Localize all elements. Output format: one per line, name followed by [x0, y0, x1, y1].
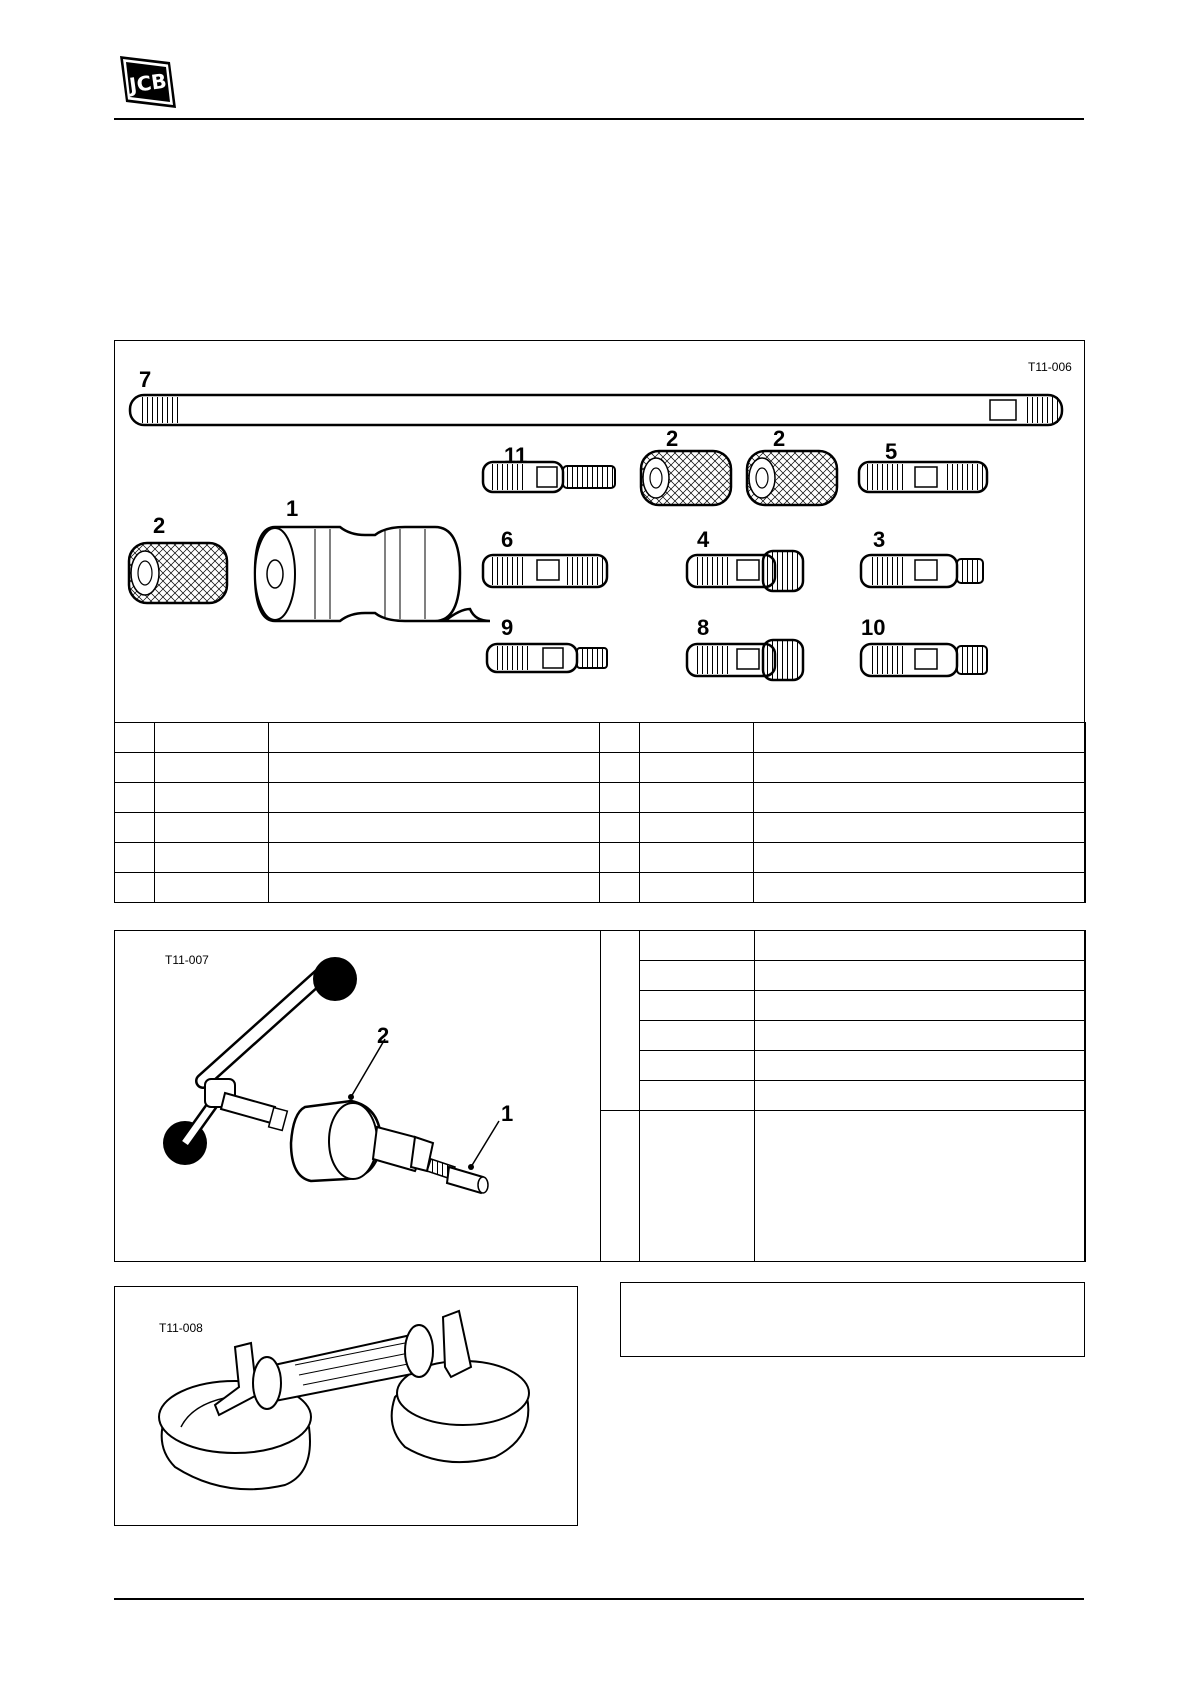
callout-5: 5 — [885, 439, 898, 464]
table-cell — [640, 1021, 755, 1051]
adapter-10 — [861, 644, 987, 676]
long-rod-7 — [130, 395, 1062, 425]
table-cell — [269, 813, 600, 843]
adapter-6 — [483, 555, 607, 587]
table-cell — [269, 843, 600, 873]
adapter-8 — [687, 640, 803, 680]
callout-2b: 2 — [773, 426, 786, 451]
jcb-logo — [114, 52, 180, 114]
table-cell — [155, 873, 269, 903]
table-row — [115, 813, 1086, 843]
table-cell — [269, 723, 600, 753]
table-cell — [115, 753, 155, 783]
adapter-5 — [859, 462, 987, 492]
table-row — [115, 753, 1086, 783]
table-row — [115, 873, 1086, 903]
table-cell — [640, 753, 754, 783]
table-cell — [754, 783, 1086, 813]
table-cell — [155, 753, 269, 783]
knurled-nut-2b — [641, 451, 731, 505]
adapter-3 — [861, 555, 983, 587]
callout-4: 4 — [697, 527, 710, 552]
table-cell — [754, 723, 1086, 753]
footer-rule — [114, 1598, 1084, 1600]
table-cell — [115, 783, 155, 813]
table-cell — [640, 873, 754, 903]
table-cell — [115, 843, 155, 873]
figure-code: T11-008 — [159, 1321, 203, 1335]
callout-6: 6 — [501, 527, 514, 552]
table-cell — [755, 1021, 1086, 1051]
adapter-4 — [687, 551, 803, 591]
table-cell — [155, 783, 269, 813]
note-box — [620, 1282, 1085, 1357]
table-cell — [755, 1051, 1086, 1081]
table-cell — [115, 723, 155, 753]
table-cell — [600, 813, 640, 843]
callout-10: 10 — [861, 615, 886, 640]
callout-1: 1 — [501, 1101, 514, 1126]
table-cell — [640, 961, 755, 991]
table-cell — [115, 813, 155, 843]
table-cell — [640, 991, 755, 1021]
table-cell — [600, 723, 640, 753]
table-cell — [640, 931, 755, 961]
table-cell — [755, 1111, 1086, 1262]
figure-code: T11-006 — [1028, 360, 1072, 374]
svg-text:JCB: JCB — [127, 68, 169, 98]
table-cell — [269, 753, 600, 783]
table-cell — [755, 1081, 1086, 1111]
table-cell — [640, 1081, 755, 1111]
table-cell — [600, 783, 640, 813]
table-cell — [601, 931, 640, 1111]
slide-hammer-illustration — [115, 931, 600, 1261]
suction-lifter-illustration — [115, 1287, 577, 1525]
table-cell — [155, 813, 269, 843]
table-row — [115, 843, 1086, 873]
header-rule — [114, 118, 1084, 120]
table-cell — [640, 1111, 755, 1262]
table-cell — [755, 961, 1086, 991]
table-cell — [601, 1111, 640, 1262]
callout-2c: 2 — [153, 513, 166, 538]
callout-3: 3 — [873, 527, 886, 552]
table-row — [115, 783, 1086, 813]
suction-lifter-panel — [114, 1286, 578, 1526]
table-cell — [600, 753, 640, 783]
table-cell — [640, 813, 754, 843]
table-cell — [155, 723, 269, 753]
table-cell — [640, 1051, 755, 1081]
table-cell — [640, 783, 754, 813]
table-cell — [640, 723, 754, 753]
figure-code: T11-007 — [165, 953, 209, 967]
table-cell — [754, 873, 1086, 903]
callout-9: 9 — [501, 615, 514, 640]
slide-hammer-table — [600, 930, 1086, 1262]
table-cell — [754, 813, 1086, 843]
table-cell — [269, 873, 600, 903]
table-cell — [640, 843, 754, 873]
table-cell — [600, 873, 640, 903]
adapter-9 — [487, 644, 607, 672]
adapter-body-1 — [255, 527, 490, 621]
callout-1: 1 — [286, 496, 299, 521]
callout-8: 8 — [697, 615, 710, 640]
table-cell — [754, 843, 1086, 873]
slide-hammer-panel — [114, 930, 1085, 1262]
kit-figure-panel — [114, 340, 1085, 903]
table-cell — [155, 843, 269, 873]
table-cell — [755, 931, 1086, 961]
callout-7: 7 — [139, 367, 152, 392]
adapter-11 — [483, 462, 615, 492]
table-cell — [755, 991, 1086, 1021]
callout-11: 11 — [504, 443, 528, 468]
callout-2a: 2 — [666, 426, 679, 451]
table-row — [115, 723, 1086, 753]
kit-parts-table — [114, 722, 1086, 903]
kit-illustration — [115, 341, 1084, 731]
knurled-nut-2 — [129, 543, 227, 603]
table-cell — [754, 753, 1086, 783]
table-cell — [600, 843, 640, 873]
callout-2: 2 — [377, 1023, 390, 1048]
table-cell — [115, 873, 155, 903]
table-cell — [269, 783, 600, 813]
knurled-nut-2c — [747, 451, 837, 505]
